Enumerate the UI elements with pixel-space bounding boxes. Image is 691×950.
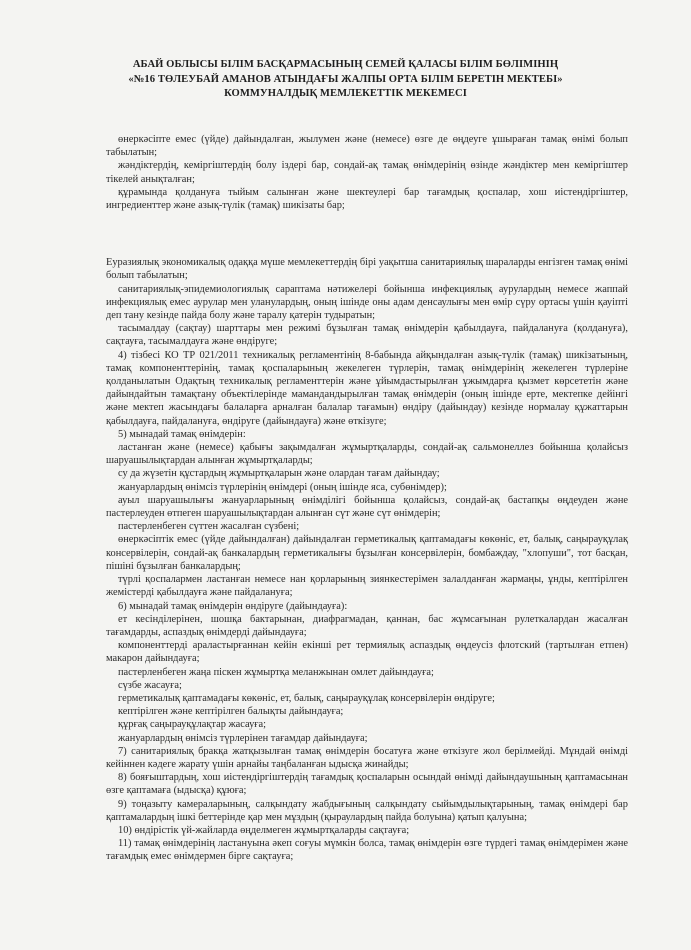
paragraph: құрамында қолдануға тыйым салынған және шектеулері бар тағамдық қоспалар, хош иістендіргіштер, ингредиенттер және азық-түлік (тамақ) шикізаты бар;: [106, 186, 628, 212]
paragraph: жәндіктердің, кеміргіштердің болу іздері бар, сондай-ақ тамақ өнімдерінің өзінде жәндіктер мен кеміргіштер тікелей анықталған;: [106, 160, 628, 185]
header-line-3: КОММУНАЛДЫҚ МЕМЛЕКЕТТІК МЕКЕМЕСІ: [224, 88, 467, 99]
paragraph: құрғақ саңырауқұлақтар жасауға;: [118, 719, 267, 731]
paragraph: 4) тізбесі КО ТР 021/2011 техникалық регламентінің 8-бабында айқындалған азық-түлік (тамақ) шикізатының, тамақ компоненттерінің, тамақ қоспаларының жекелеген түрлерін, тамақ өнімдерінің жекелеген түрлеріне қолданылатын Одақтың техникалық регламенттерін және ұйымдастырылған ұжымдарға қызмет көрсететін және дайындайтын тамақтану объектілерінде мамандандырылған тамақ өнімдерін (оның ішінде ерте, мектепке дейінгі және мектеп жасындағы балаларға арналған балалар тағамын) өндіру (дайындау) кезінде нормалау құжаттарын қабылдауға, пайдалануға, өндіруге (дайындауға) және өткізуге;: [106, 349, 628, 427]
paragraph: өнеркәсіпте емес (үйде) дайындалған, жылумен және (немесе) өзге де өңдеуге ұшыраған тамақ өнімі болып табылатын;: [106, 134, 628, 159]
paragraph: санитариялық-эпидемиологиялық сараптама нәтижелері бойынша инфекциялық аурулардың немесе жаппай инфекциялық емес аурулар мен уланулардың, оның ішінде оны адам денсаулығы мен өмір сүру ортасы үшін қауіпті деп тану кезінде пайда болу және таралу қатерін тудыратын;: [106, 283, 628, 322]
header-line-2: «№16 ТӨЛЕУБАЙ АМАНОВ АТЫНДАҒЫ ЖАЛПЫ ОРТА БІЛІМ БЕРЕТІН МЕКТЕБІ»: [128, 73, 563, 85]
paragraph: ластанған және (немесе) қабығы зақымдалған жұмыртқаларды, сондай-ақ сальмонеллез бойынша қолайсыз шаруашылықтардан алынған жұмыртқаларды;: [106, 442, 628, 467]
paragraph: 6) мынадай тамақ өнімдерін өндіруге (дайындауға):: [118, 600, 348, 612]
paragraph: 5) мынадай тамақ өнімдерін:: [118, 428, 246, 440]
paragraph: түрлі қоспалармен ластанған немесе нан қорларының зиянкестерімен залалданған жармаңы, ұнды, кептірілген жемістерді қабылдауға және пайдалануға;: [106, 574, 628, 599]
paragraph: жануарлардың өнімсіз түрлерінің өнімдері (оның ішінде яса, субөнімдер);: [118, 481, 447, 493]
paragraph: 10) өндірістік үй-жайларда өңделмеген жұмыртқаларды сақтауға;: [118, 824, 410, 836]
paragraph: 8) бояғыштардың, хош иістендіргіштердің тағамдық қоспаларын осындай өнімді дайындаушының қаптамасынан өзге қаптамаға (ыдысқа) құюға;: [106, 772, 628, 797]
paragraph: өнеркәсіптік емес (үйде дайындалған) дайындалған герметикалық қаптамадағы көкөніс, ет, балық, саңырауқұлақ консервілерін, сондай-ақ банкалардың герметикалығы бұзылған консервілерін, бомбаждау, "хлопуши", тот басқан, пішіні бұзылған банкалардың;: [106, 534, 628, 572]
document-body: [106, 133, 628, 864]
document-header: [0, 58, 691, 102]
paragraph: ауыл шаруашылығы жануарларының өнімділігі бойынша қолайсыз, сондай-ақ бастапқы өңдеуден және пастерлеуден өтпеген шаруашылықтардан алынған сүт және сүт өнімдерін;: [106, 494, 628, 520]
paragraph: компоненттерді араластырғаннан кейін екінші рет термиялық аспаздық өңдеусіз флотский (тартылған етпен) макарон дайындауға;: [106, 640, 628, 665]
paragraph: герметикалық қаптамадағы көкөніс, ет, балық, саңырауқұлақ консервілерін өндіруге;: [118, 692, 495, 704]
paragraph: сүзбе жасауға;: [118, 679, 182, 691]
paragraph: жануарлардың өнімсіз түрлерінен тағамдар дайындауға;: [118, 732, 368, 744]
paragraph: Еуразиялық экономикалық одаққа мүше мемлекеттердің бірі уақытша санитариялық шараларды енгізген тамақ өнімі болып табылатын;: [106, 257, 628, 282]
paragraph: тасымалдау (сақтау) шарттары мен режимі бұзылған тамақ өнімдерін қабылдауға, пайдалануға (қолдануға), сақтауға, тасымалдауға және өндіруге;: [106, 323, 628, 348]
paragraph: 9) тоңазыту камераларының, салқындату жабдығының салқындату сыйымдылықтарының, тамақ өнімдері бар қаптамалардың ішкі беттерінде қар мен мұздың (қыраулардың пайда болуына) қатып қалуына;: [106, 798, 628, 823]
paragraph: пастерленбеген сүттен жасалған сүзбені;: [118, 521, 300, 533]
paragraph: пастерленбеген жаңа піскен жұмыртқа меланжынан омлет дайындауға;: [118, 666, 434, 678]
paragraph: кептірілген және кептірілген балықты дайындауға;: [118, 706, 344, 718]
paragraph: ет кесінділерінен, шошқа бактарынан, диафрагмадан, қаннан, бас жұмсағынан рулеткалардан жасалған тағамдарды, аспаздық өнімдерді дайындауға;: [106, 613, 628, 638]
page-gap: [106, 212, 628, 256]
header-line-1: АБАЙ ОБЛЫСЫ БІЛІМ БАСҚАРМАСЫНЫҢ СЕМЕЙ ҚАЛАСЫ БІЛІМ БӨЛІМІНІҢ: [132, 59, 559, 70]
paragraph: 11) тамақ өнімдерінің ластануына әкеп соғуы мүмкін болса, тамақ өнімдерін өзге түрдегі тамақ өнімдерімен және тағамдық емес өнімдермен бірге сақтауға;: [106, 838, 628, 863]
paragraph: су да жүзетін құстардың жұмыртқаларын және олардан тағам дайындау;: [118, 468, 440, 480]
paragraph: 7) санитариялық бракқа жатқызылған тамақ өнімдерін босатуға және өткізуге жол берілмейді. Мұндай өнімді кейіннен кәдеге жарату үшін арнайы таңбаланған ыдысқа жинайды;: [106, 745, 628, 770]
